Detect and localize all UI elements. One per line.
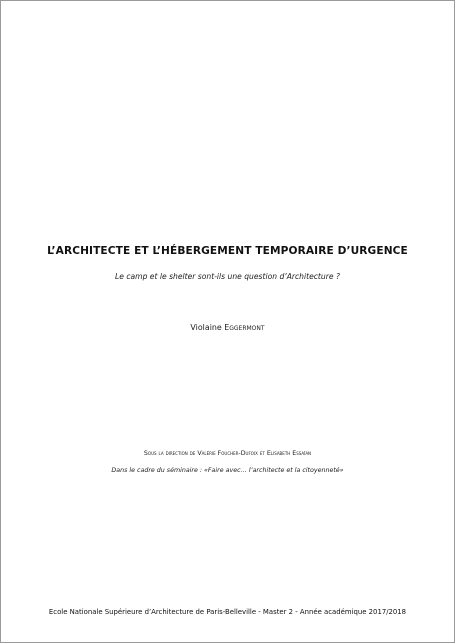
author-surname: Eggermont bbox=[224, 323, 265, 332]
document-subtitle: Le camp et le shelter sont-ils une question d’Architecture ? bbox=[115, 272, 340, 281]
institution-footer: Ecole Nationale Supérieure d’Architecture de Paris-Belleville - Master 2 - Année académique 2017/2018 bbox=[48, 608, 407, 616]
seminar-line: Dans le cadre du séminaire : «Faire avec… l’architecte et la citoyenneté» bbox=[111, 467, 344, 474]
author-first-name: Violaine bbox=[190, 323, 222, 332]
document-title: L’ARCHITECTE ET L’HÉBERGEMENT TEMPORAIRE D’URGENCE bbox=[47, 245, 408, 257]
author-name bbox=[1, 323, 454, 332]
supervision-line: Sous la direction de Valérie Foucher-Dufoix et Elisabeth Essaïan bbox=[143, 450, 312, 457]
